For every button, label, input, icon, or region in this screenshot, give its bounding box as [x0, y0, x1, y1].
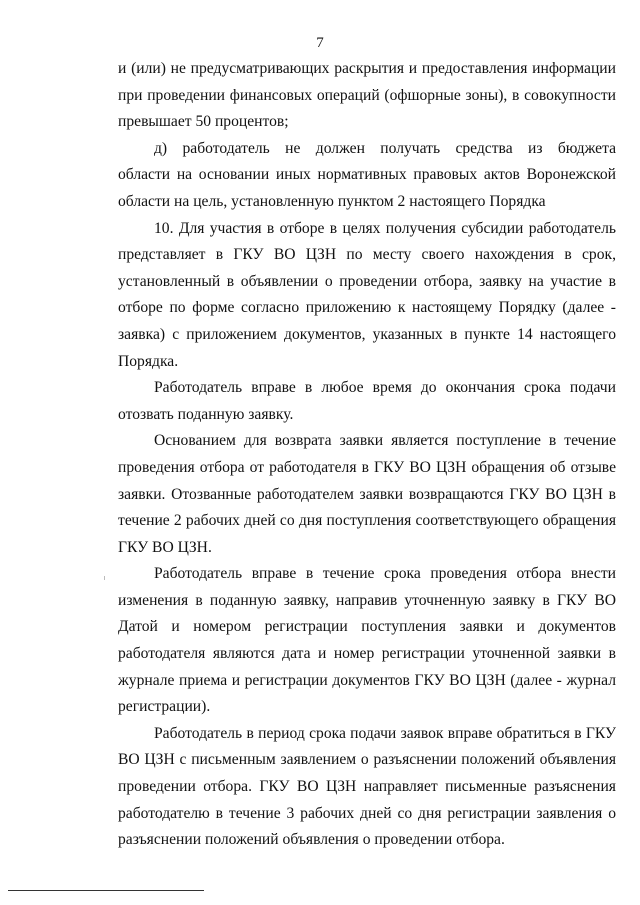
page-number: 7: [316, 35, 324, 51]
text-line: Порядка.: [118, 352, 179, 370]
paragraph-p-d: [118, 136, 616, 216]
margin-mark: [104, 576, 105, 580]
text-line: представляет в ГКУ ВО ЦЗН по месту своего нахождения в срок,: [118, 246, 616, 264]
text-line: Работодатель вправе в течение срока проведения отбора внести: [154, 565, 616, 583]
text-line: работодателю в течение 3 рабочих дней со дня регистрации заявления о: [118, 804, 616, 822]
paragraph-p-withdraw: [118, 375, 616, 428]
text-line: области на основании иных нормативных правовых актов Воронежской: [118, 166, 616, 184]
text-line: течение 2 рабочих дней со дня поступления соответствующего обращения: [118, 512, 616, 530]
paragraph-p-continuation: [118, 56, 616, 136]
paragraph-p-return: [118, 428, 616, 561]
text-line: Датой и номером регистрации поступления заявки и документов: [118, 618, 616, 636]
text-line: области на цель, установленную пунктом 2 настоящего Порядка: [118, 192, 546, 210]
text-line: заявка) с приложением документов, указанных в пункте 14 настоящего: [118, 325, 616, 343]
text-line: ВО ЦЗН с письменным заявлением о разъяснении положений объявления: [118, 751, 616, 769]
paragraph-p-clarify: [118, 721, 616, 854]
text-line: регистрации).: [118, 698, 211, 716]
text-line: д) работодатель не должен получать средства из бюджета: [154, 139, 616, 157]
text-line: установленный в объявлении о проведении отбора, заявку на участие в: [118, 272, 616, 290]
document-body: [118, 56, 616, 854]
text-line: отборе по форме согласно приложению к настоящему Порядку (далее -: [118, 299, 616, 317]
text-line: разъяснении положений объявления о проведении отбора.: [118, 831, 505, 849]
text-line: при проведении финансовых операций (офшорные зоны), в совокупности: [118, 86, 616, 104]
text-line: Основанием для возврата заявки является поступление в течение: [154, 432, 616, 450]
text-line: Работодатель в период срока подачи заявок вправе обратиться в ГКУ: [154, 724, 616, 742]
footnote-separator: [8, 890, 204, 891]
text-line: заявки. Отозванные работодателем заявки возвращаются ГКУ ВО ЦЗН в: [118, 485, 616, 503]
text-line: 10. Для участия в отборе в целях получения субсидии работодатель: [154, 219, 616, 237]
paragraph-p-10: [118, 216, 616, 376]
text-line: изменения в поданную заявку, направив уточненную заявку в ГКУ ВО: [118, 591, 616, 609]
text-line: проведения отбора от работодателя в ГКУ ВО ЦЗН обращения об отзыве: [118, 458, 616, 476]
text-line: Работодатель вправе в любое время до окончания срока подачи: [154, 379, 616, 397]
text-line: работодателя являются дата и номер регистрации уточненной заявки в: [118, 645, 616, 663]
text-line: проведении отбора. ГКУ ВО ЦЗН направляет письменные разъяснения: [118, 778, 616, 796]
text-line: и (или) не предусматривающих раскрытия и предоставления информации: [118, 60, 616, 77]
text-line: журнале приема и регистрации документов ГКУ ВО ЦЗН (далее - журнал: [118, 671, 616, 689]
text-line: превышает 50 процентов;: [118, 113, 289, 131]
paragraph-p-changes: [118, 561, 616, 721]
text-line: отозвать поданную заявку.: [118, 405, 294, 423]
text-line: ГКУ ВО ЦЗН.: [118, 538, 212, 556]
